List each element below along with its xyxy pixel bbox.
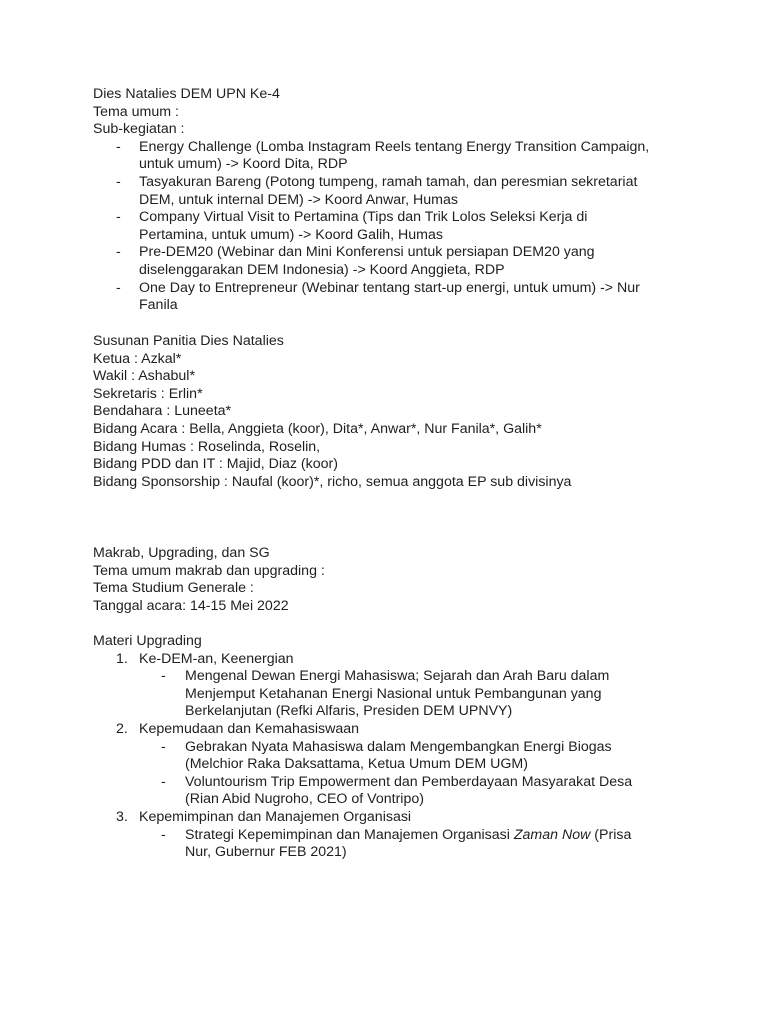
panitia-section (93, 333, 693, 491)
dash-bullet: - (116, 279, 121, 296)
subkegiatan-list (93, 139, 693, 315)
list-item (93, 174, 693, 209)
sub-list (139, 827, 693, 862)
subkegiatan-text: Pre-DEM20 (Webinar dan Mini Konferensi untuk persiapan DEM20 yang diselenggarakan DEM Indonesia) -> Koord Anggieta, RDP (139, 244, 595, 278)
tanggal-acara: Tanggal acara: 14-15 Mei 2022 (93, 597, 289, 614)
materi-sub-text: Mengenal Dewan Energi Mahasiswa; Sejarah dan Arah Baru dalam Menjemput Ketahanan Energi Nasional untuk Pembangunan yang Berkelanjutan (Refki Alfaris, Presiden DEM UPNVY) (185, 668, 610, 720)
materi-label: Ke-DEM-an, Keenergian (139, 650, 294, 667)
dies-tema-label: Tema umum : (93, 103, 179, 120)
subkegiatan-text: Company Virtual Visit to Pertamina (Tips dan Trik Lolos Seleksi Kerja di Pertamina, untuk umum) -> Koord Galih, Humas (139, 209, 588, 243)
dash-bullet: - (161, 773, 166, 790)
panitia-line: Bidang Sponsorship : Naufal (koor)*, richo, semua anggota EP sub divisinya (93, 473, 572, 490)
subkegiatan-text: Tasyakuran Bareng (Potong tumpeng, ramah tamah, dan peresmian sekretariat DEM, untuk internal DEM) -> Koord Anwar, Humas (139, 173, 638, 208)
sub-list (139, 668, 693, 721)
panitia-title: Susunan Panitia Dies Natalies (93, 333, 284, 349)
list-item (139, 827, 693, 862)
materi-label: Kepemimpinan dan Manajemen Organisasi (139, 808, 412, 825)
panitia-line: Bendahara : Luneeta* (93, 403, 232, 420)
panitia-line: Wakil : Ashabul* (93, 368, 195, 385)
materi-sub-text: Gebrakan Nyata Mahasiswa dalam Mengembangkan Energi Biogas (Melchior Raka Daksattama, Ketua Umum DEM UGM) (185, 738, 612, 773)
list-item (139, 739, 693, 774)
materi-section (93, 633, 693, 862)
dash-bullet: - (161, 668, 166, 685)
panitia-line: Ketua : Azkal* (93, 350, 182, 367)
dies-title: Dies Natalies DEM UPN Ke-4 (93, 86, 280, 102)
dash-bullet: - (161, 826, 166, 843)
makrab-title: Makrab, Upgrading, dan SG (93, 545, 270, 561)
list-item (93, 244, 693, 279)
sg-tema-label: Tema Studium Generale : (93, 580, 254, 597)
dash-bullet: - (116, 173, 121, 190)
materi-item (93, 651, 693, 669)
materi-title: Materi Upgrading (93, 633, 202, 649)
materi-sub-text: Voluntourism Trip Empowerment dan Pemberdayaan Masyarakat Desa (Rian Abid Nugroho, CEO of Vontripo) (185, 773, 633, 808)
dash-bullet: - (116, 209, 121, 226)
dash-bullet: - (116, 138, 121, 155)
list-item (93, 209, 693, 244)
materi-sub-text (185, 827, 655, 862)
dies-section (93, 86, 693, 315)
sub-list (139, 739, 693, 809)
list-item (139, 774, 693, 809)
subkegiatan-text: Energy Challenge (Lomba Instagram Reels tentang Energy Transition Campaign, untuk umum) -> Koord Dita, RDP (139, 138, 650, 173)
subkegiatan-label: Sub-kegiatan : (93, 121, 185, 138)
list-item (139, 668, 693, 721)
panitia-line: Sekretaris : Erlin* (93, 385, 203, 402)
materi-label: Kepemudaan dan Kemahasiswaan (139, 720, 360, 737)
makrab-section (93, 545, 693, 615)
sub-text-italic: Zaman Now (513, 826, 591, 843)
item-number: 1. (116, 650, 128, 667)
subkegiatan-text: One Day to Entrepreneur (Webinar tentang start-up energi, untuk umum) -> Nur Fanila (139, 279, 640, 314)
panitia-line: Bidang PDD dan IT : Majid, Diaz (koor) (93, 456, 338, 473)
materi-item (93, 809, 693, 827)
sub-text-post: (Prisa Nur, Gubernur FEB 2021) (185, 826, 632, 861)
list-item (93, 280, 693, 315)
dash-bullet: - (161, 738, 166, 755)
list-item (93, 139, 693, 174)
makrab-tema-label: Tema umum makrab dan upgrading : (93, 562, 325, 579)
panitia-line: Bidang Humas : Roselinda, Roselin, (93, 438, 321, 455)
dash-bullet: - (116, 244, 121, 261)
item-number: 3. (116, 808, 128, 825)
item-number: 2. (116, 720, 128, 737)
panitia-line: Bidang Acara : Bella, Anggieta (koor), Dita*, Anwar*, Nur Fanila*, Galih* (93, 420, 542, 437)
materi-item (93, 721, 693, 739)
sub-text-pre: Strategi Kepemimpinan dan Manajemen Organisasi (185, 826, 514, 843)
